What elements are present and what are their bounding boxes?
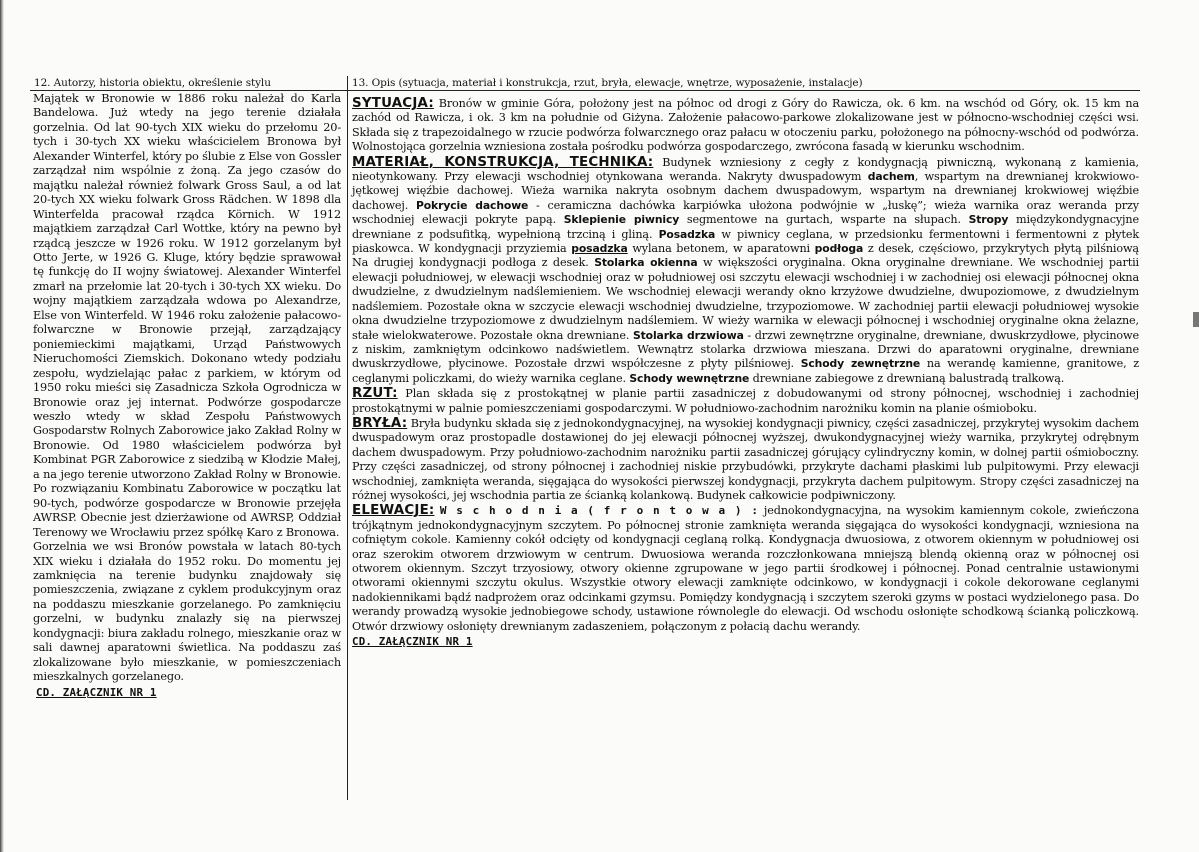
- header-row: [30, 76, 1140, 91]
- description-column: [352, 97, 1139, 649]
- bold-term-windows: Stolarka okienna: [594, 256, 698, 270]
- bold-term-outer-stairs: Schody zewnętrzne: [800, 357, 921, 371]
- bold-term-floor: Posadzka: [658, 227, 716, 241]
- history-paragraph-distillery: Gorzelnia we wsi Bronów powstała w latach 80-tych XIX wieku i działała do 1952 roku. Do momentu jej zamknięcia na terenie budynku znajdowały się pomieszczenia, związane z cyklem produkcyjnym oraz na poddaszu mieszkanie gorzelanego. Po zamknięciu gorzelni, w budynku znalazły się na pierwszej kondygnacji: biura zakładu rolnego, mieszkanie oraz w sali dawnej aparatowni świetlica. Na poddaszu zaś zlokalizowane było mieszkanie, w pomieszczeniach mieszkalnych gorzelanego.: [33, 540, 341, 684]
- text-fragment: w większości oryginalna. Okna oryginalne drewniane. We wschodniej partii elewacji południowej, w elewacji wschodniej oraz w południowej osi szczytu elewacji wschodniej i w zachodniej osi elewacji północnej okna dwudzielne, z dwudzielnym nadślemieniem. We wschodniej elewacji werandy okno krzyżowe dwudzielne, dwupoziomowe, z dwudzielnym nadślemiem. Pozostałe okna w szczycie elewacji wschodniej dwudzielne, trzypoziomowe. W zachodniej partii elewacji południowej wysokie okna dwudzielne trzypoziomowe z dwudzielnym nadślemiem. W wieży warnika w elewacji północnej i wschodniej oryginalne okna żelazne, stałe wielokwaterowe. Pozostałe okna drewniane.: [352, 256, 1140, 342]
- bold-term-inner-stairs: Schody wewnętrzne: [629, 371, 750, 385]
- description-continued-note: CD. ZAŁĄCZNIK NR 1: [352, 635, 473, 649]
- section-heading-sytuacja: SYTUACJA:: [352, 96, 434, 111]
- text-fragment: międzykondygnacyjne drewniane z podsufitką, wypełnioną trzciną i gliną.: [352, 213, 1139, 241]
- text-fragment: w piwnicy ceglana, w przedsionku fermentowni i fermentowni z płytek piaskowca. W kondygnacji przyziemia: [352, 227, 1139, 256]
- section-heading-rzut: RZUT:: [352, 386, 398, 402]
- section-heading-bryla: BRYŁA:: [352, 415, 408, 431]
- section-rzut: [352, 387, 1139, 416]
- history-column: [33, 92, 341, 700]
- header-description: 13. Opis (sytuacja, materiał i konstrukcja, rzut, bryła, elewacje, wnętrze, wyposażenie, instalacje): [352, 77, 863, 89]
- header-authors-history: 12. Autorzy, historia obiektu, określenie stylu: [34, 77, 271, 89]
- record-card: [30, 76, 1140, 802]
- bold-term-vault: Sklepienie piwnicy: [563, 213, 680, 227]
- section-material: [352, 156, 1139, 387]
- scan-mark: [1193, 312, 1199, 327]
- bold-term-floor-ground: posadzka: [571, 242, 628, 256]
- text-fragment: Budynek wzniesiony z cegły z kondygnacją piwniczną, wykonaną z kamienia, nieotynkowany. Przy elewacji wschodniej otynkowana weranda. Nakryty dwuspadowym: [352, 155, 1139, 184]
- column-divider: [347, 76, 348, 800]
- text-fragment: , wspartym na drewnianej krokwiowo-jętkowej więźbie dachowej. Wieża warnika nakryta osobnym dachem dwuspadowym, wspartym na drewnianej krokwiowej więźbie dachowej.: [352, 170, 1139, 212]
- section-heading-elewacje: ELEWACJE:: [352, 503, 435, 519]
- bold-term-doors: Stolarka drzwiowa: [632, 328, 744, 342]
- bold-term-flooring: podłoga: [814, 242, 864, 256]
- section-heading-material: MATERIAŁ, KONSTRUKCJA, TECHNIKA:: [352, 154, 654, 170]
- text-fragment: na werandę kamienne, granitowe, z ceglanymi policzkami, do wieży warnika ceglane.: [352, 357, 1139, 385]
- header-rule: [30, 90, 1140, 91]
- text-fragment: drewniane zabiegowe z drewnianą balustradą tralkową.: [749, 371, 1065, 385]
- subsection-heading-east-facade: W s c h o d n i a ( f r o n t o w a ) :: [439, 504, 759, 518]
- section-bryla: [352, 417, 1139, 503]
- text-fragment: - ceramiczna dachówka karpiówka ułożona podwójnie w „łuskę”; wieża warnika oraz weranda przy wschodniej elewacji pokryte papą.: [352, 198, 1139, 227]
- text-fragment: z desek, częściowo, przykrytych płytą pilśniową Na drugiej kondygnacji podłoga z desek.: [352, 242, 1139, 270]
- bold-term-roofing: Pokrycie dachowe: [415, 198, 529, 212]
- section-sytuacja: [352, 97, 1139, 155]
- text-fragment: wylana betonem, w aparatowni: [627, 242, 815, 256]
- text-fragment: segmentowe na gurtach, wsparte na słupach.: [679, 213, 969, 227]
- text-fragment: - drzwi zewnętrzne oryginalne, drewniane, dwuskrzydłowe, płycinowe z niskim, zamkniętym odcinkowo nadświetlem. Wewnątrz stolarka drzwiowa mieszana. Drzwi do aparatowni oryginalne, drewniane dwuskrzydłowe, płycinowe. Pozostałe drzwi współczesne z płyty pilśniowej.: [352, 328, 1139, 371]
- section-elewacje: [352, 504, 1139, 634]
- scan-edge: [0, 0, 4, 852]
- bold-term-roof: dachem: [867, 170, 915, 184]
- history-continued-note: CD. ZAŁĄCZNIK NR 1: [36, 685, 157, 699]
- bold-term-ceilings: Stropy: [968, 213, 1009, 227]
- section-text-rzut: Plan składa się z prostokątnej w planie partii zasadniczej z dobudowanymi od strony północnej, wschodniej i zachodniej prostokątnymi w palnie pomieszczeniami gospodarczymi. W południowo-zachodnim narożniku komin na planie ośmioboku.: [352, 387, 1139, 415]
- section-text-bryla: Bryła budynku składa się z jednokondygnacyjnej, na wysokiej kondygnacji piwnicy, części zasadniczej, przykrytej wysokim dachem dwuspadowym oraz prostopadle dostawionej do jej elewacji północnej wyższej, dwukondygnacyjnej wieży warnika, przykrytej odrębnym dachem dwuspadowym. Przy południowo-zachodnim narożniku partii zasadniczej górujący cylindryczny komin, w dolnej partii ośmioboczny. Przy części zasadniczej, od strony północnej i zachodniej niskie przybudówki, przykryte dachami płaskimi lub pulpitowymi. Przy elewacji wschodniej, zamknięta weranda, sięgająca do wysokości pierwszej kondygnacji, przykryta dachem pulpitowym. Stropy części zasadniczej na różnej wysokości, jej wschodnia partia ze ścianką kolankową. Budynek całkowicie podpiwniczony.: [352, 416, 1139, 502]
- history-paragraph-estate: Majątek w Bronowie w 1886 roku należał do Karla Bandelowa. Już wtedy na jego terenie działała gorzelnia. Od lat 90-tych XIX wieku do przełomu 20-tych i 30-tych XX wieku właścicielem Bronowa był Alexander Winterfel, który po ślubie z Else von Gossler zarządzał nim wspólnie z żoną. Za jego czasów do majątku należał również folwark Gross Saul, a od lat 20-tych XX wieku folwark Gross Rädchen. W 1898 dla Winterfelda pracował rządca Körnich. W 1912 majątkiem zarządzał Carl Wottke, który na pewno był rządcą jeszcze w 1926 roku. W 1912 gorzelanym był Otto Jerte, w 1926 G. Kluge, który będzie sprawował tę funkcję do II wojny światowej. Alexander Winterfel zmarł na przełomie lat 20-tych i 30-tych XX wieku. Do wojny majątkiem zarządzała wdowa po Alexandrze, Else von Winterfeld. W 1946 roku założenie pałacowo-folwarczne w Bronowie przejął, zarządzający poniemieckimi majątkami, Urząd Państwowych Nieruchomości Ziemskich. Dokonano wtedy podziału zespołu, wydzielając pałac z parkiem, w którym od 1950 roku mieści się Zasadnicza Szkoła Ogrodnicza w Bronowie oraz jej internat. Podwórze gospodarcze weszło wtedy w skład Zespołu Państwowych Gospodarstw Rolnych Zaborowice jako Zakład Rolny w Bronowie. Od 1980 właścicielem podwórza był Kombinat PGR Zaborowice z siedzibą w Kłodzie Małej, a na jego terenie utworzono Zakład Rolny w Bronowie. Po rozwiązaniu Kombinatu Zaborowice w początku lat 90-tych, podwórze gospodarcze w Bronowie przejęła AWRSP. Obecnie jest dzierżawione od AWRSP, Oddział Terenowy we Wrocławiu przez spółkę Karo z Bronowa.: [33, 92, 341, 539]
- section-text-elewacje: jednokondygnacyjna, na wysokim kamiennym cokole, zwieńczona trójkątnym jednokondygnacyjnym szczytem. Po północnej stronie zamknięta weranda sięgająca do wysokości kondygnacji, wzniesiona na cofniętym cokole. Kamienny cokół odcięty od kondygnacji ceglaną rolką. Kondygnacja dwuosiowa, z otworem okiennym w południowej osi oraz szerokim otworem drzwiowym w centrum. Dwuosiowa weranda rozczłonkowana mniejszą blendą okienną oraz w północnej osi otworem okiennym. Szczyt trzyosiowy, otwory okienne zgrupowane w jego partii środkowej i północnej. Ponad centralnie ustawionymi otworami okiennymi szczytu okulus. Wszystkie otwory elewacji zamknięte odcinkowo, w kondygnacji i cokole dekorowane ceglanymi nadokiennikami bądź nadprożem oraz odcinkami gzymsu. Pomiędzy kondygnacją i szczytem szeroki gzyms w postaci wydzielonego pasa. Do werandy prowadzą wysokie jednobiegowe schody, ustawione równolegle do elewacji. Od wschodu osłonięte schodkową ścianką policzkową. Otwór drzwiowy osłonięty drewnianym zadaszeniem, połączonym z połacią dachu werandy.: [352, 504, 1140, 633]
- section-text-sytuacja: Bronów w gminie Góra, położony jest na północ od drogi z Góry do Rawicza, ok. 6 km. na wschód od Góry, ok. 15 km na zachód od Rawicza, i ok. 3 km na południe od Giżyna. Założenie pałacowo-parkowe zlokalizowane jest w północno-wschodniej części wsi. Składa się z trapezoidalnego w rzucie podwórza folwarcznego oraz pałacu w otoczeniu parku, położonego na północny-wschód od podwórza. Wolnostojąca gorzelnia wzniesiona została pośrodku podwórza gospodarczego, zwrócona fasadą w kierunku wschodnim.: [352, 97, 1139, 154]
